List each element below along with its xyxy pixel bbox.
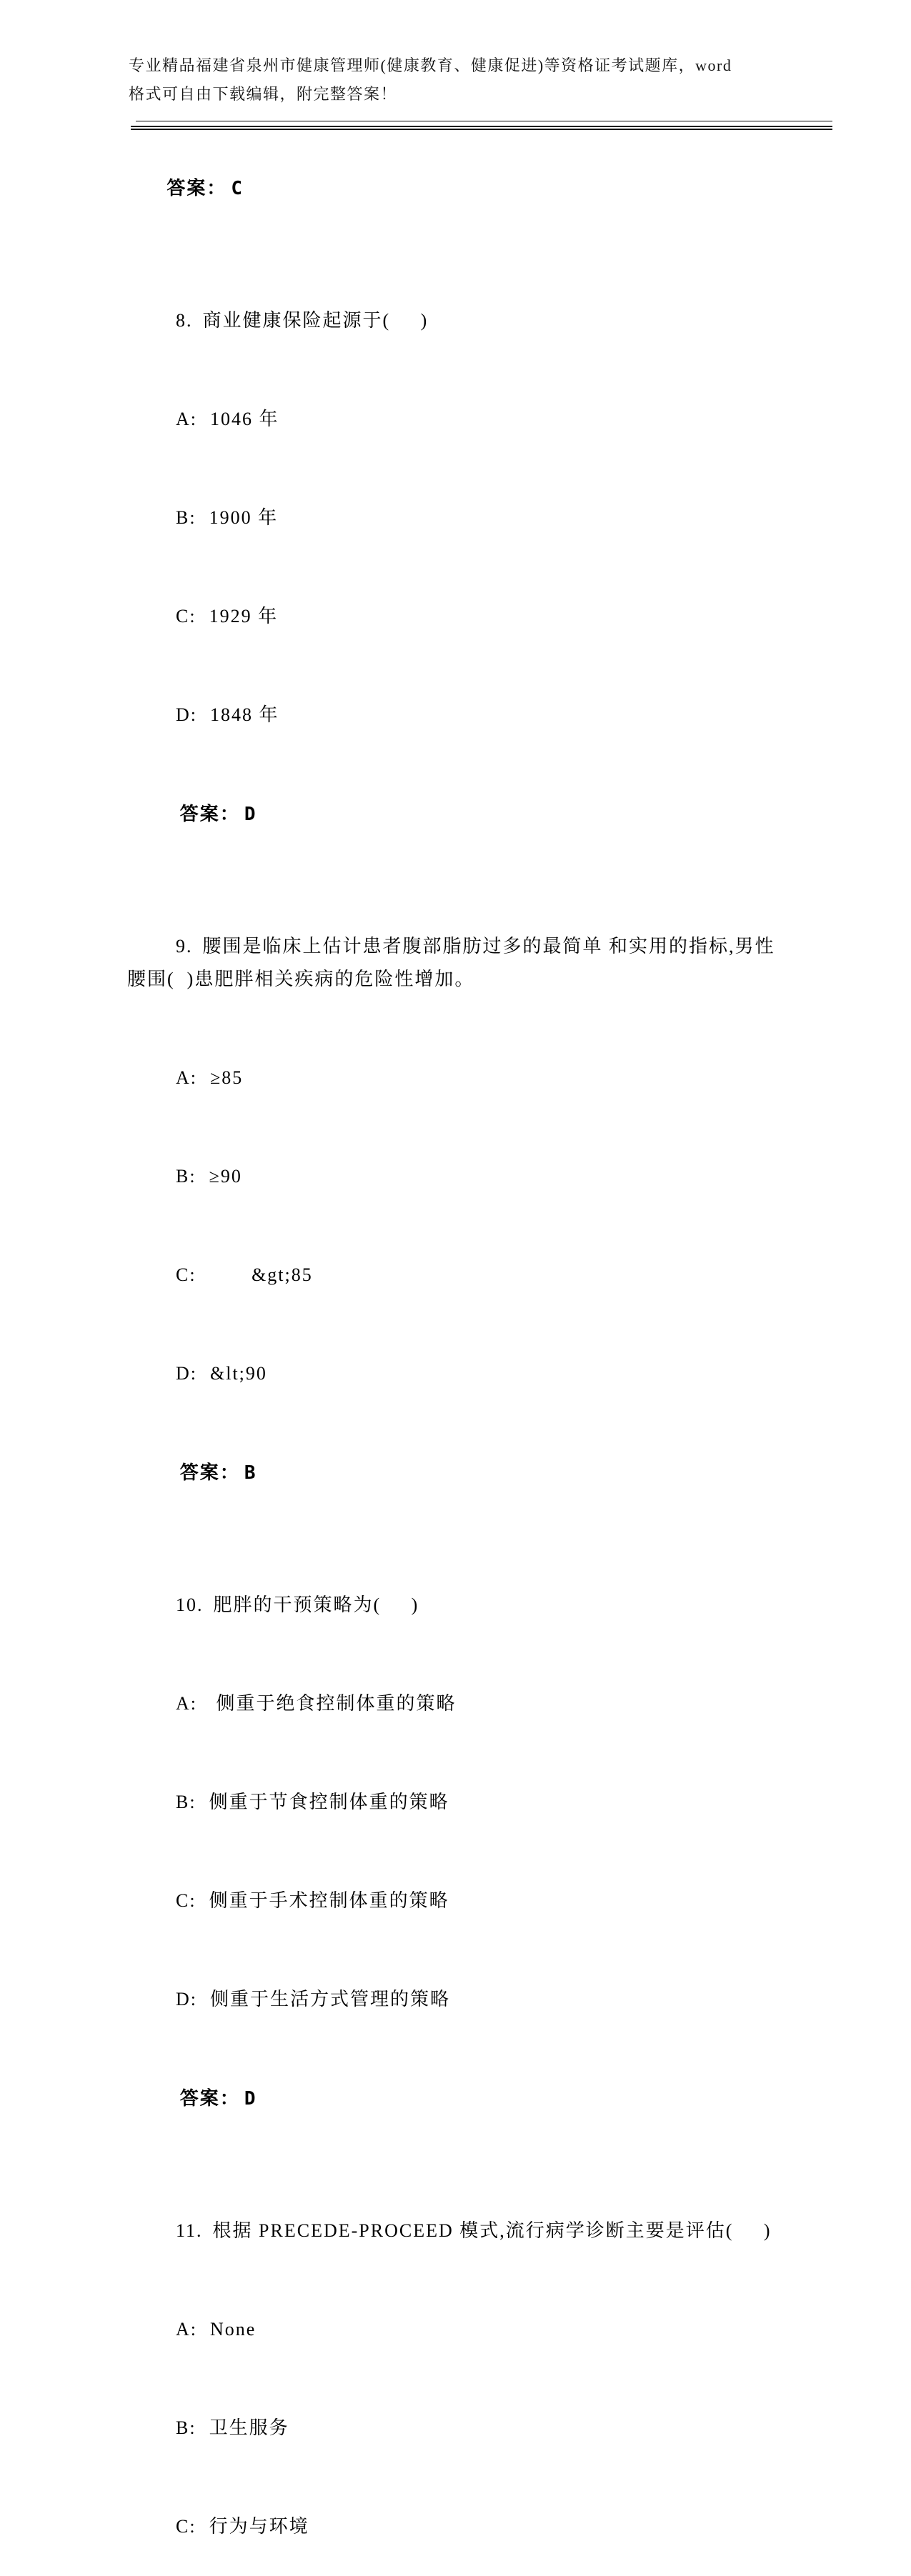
question-title: 根据 PRECEDE-PROCEED 模式,流行病学诊断主要是评估( ) (212, 2220, 772, 2241)
option-key: D: (176, 1989, 197, 2010)
question-block-9 (127, 897, 790, 1522)
header-rule-double (131, 126, 832, 130)
answer-value: D (244, 2088, 257, 2110)
option-key: A: (176, 1693, 197, 1714)
option-row-a (127, 1029, 790, 1127)
option-text: 1900 年 (209, 507, 279, 528)
question-block-11 (127, 2182, 790, 2576)
option-row-b (127, 1127, 790, 1226)
option-text: 侧重于生活方式管理的策略 (210, 1989, 451, 2010)
option-key: D: (176, 704, 197, 725)
option-row-c (127, 567, 790, 666)
option-key: B: (176, 2417, 196, 2438)
option-text: 卫生服务 (209, 2417, 289, 2438)
option-text: 1929 年 (209, 606, 279, 626)
answer-line-q7 (127, 139, 790, 238)
page-header (0, 0, 911, 130)
option-text: 侧重于节食控制体重的策略 (209, 1792, 449, 1812)
question-title: 腰围是临床上估计患者腹部脂肪过多的最简单 和实用的指标,男性腰围( )患肥胖相关疾病的危险性增加。 (127, 936, 775, 989)
answer-value: D (244, 804, 257, 825)
option-row-c (127, 1852, 790, 1950)
question-text (127, 897, 790, 1029)
option-row-d (127, 666, 790, 764)
option-text: &gt;85 (209, 1264, 313, 1285)
option-text: 1046 年 (210, 409, 279, 429)
option-text: 1848 年 (210, 704, 279, 725)
question-block-10 (127, 1556, 790, 2148)
option-key: D: (176, 1363, 197, 1384)
option-text: ≥90 (209, 1166, 242, 1187)
answer-value: B (244, 1462, 257, 1484)
question-number: 9. (176, 936, 193, 957)
question-number: 8. (176, 310, 193, 331)
option-row-a (127, 2280, 790, 2379)
answer-label: 答案： (179, 803, 240, 824)
option-row-c (127, 2477, 790, 2576)
answer-line-q8 (127, 764, 790, 864)
option-key: A: (176, 2319, 197, 2340)
option-key: B: (176, 1166, 196, 1187)
question-number: 11. (176, 2220, 203, 2241)
option-row-d (127, 1324, 790, 1423)
option-row-c (127, 1226, 790, 1324)
option-key: B: (176, 1792, 196, 1812)
exam-content (0, 139, 911, 2576)
option-row-b (127, 1753, 790, 1852)
answer-line-q10 (127, 2049, 790, 2148)
answer-label: 答案： (179, 1462, 240, 1483)
question-number: 10. (176, 1594, 204, 1615)
option-text: ≥85 (210, 1067, 244, 1088)
option-row-b (127, 2379, 790, 2477)
option-key: C: (176, 2516, 196, 2537)
question-title: 肥胖的干预策略为( ) (213, 1594, 419, 1615)
question-block-8 (127, 271, 790, 864)
option-key: C: (176, 606, 196, 626)
question-text (127, 2182, 790, 2280)
option-key: C: (176, 1264, 196, 1285)
option-key: B: (176, 507, 196, 528)
header-text-line1: 专业精品福建省泉州市健康管理师(健康教育、健康促进)等资格证考试题库，word (129, 56, 732, 74)
question-text (127, 271, 790, 370)
answer-line-q9 (127, 1423, 790, 1522)
option-key: A: (176, 409, 197, 429)
option-row-a (127, 1654, 790, 1753)
option-row-a (127, 370, 790, 469)
option-text: 侧重于绝食控制体重的策略 (210, 1693, 457, 1714)
option-text: 侧重于手术控制体重的策略 (209, 1890, 449, 1911)
answer-value: C (231, 178, 244, 199)
option-key: A: (176, 1067, 197, 1088)
question-text (127, 1556, 790, 1654)
option-row-d (127, 1950, 790, 2049)
option-row-b (127, 469, 790, 567)
option-text: &lt;90 (210, 1363, 267, 1384)
option-text: 行为与环境 (209, 2516, 309, 2537)
option-key: C: (176, 1890, 196, 1911)
header-text-line2: 格式可自由下载编辑，附完整答案！ (129, 85, 398, 103)
answer-label: 答案： (166, 177, 227, 199)
answer-label: 答案： (179, 2087, 240, 2109)
question-title: 商业健康保险起源于( ) (202, 310, 429, 331)
option-text: None (210, 2319, 257, 2340)
